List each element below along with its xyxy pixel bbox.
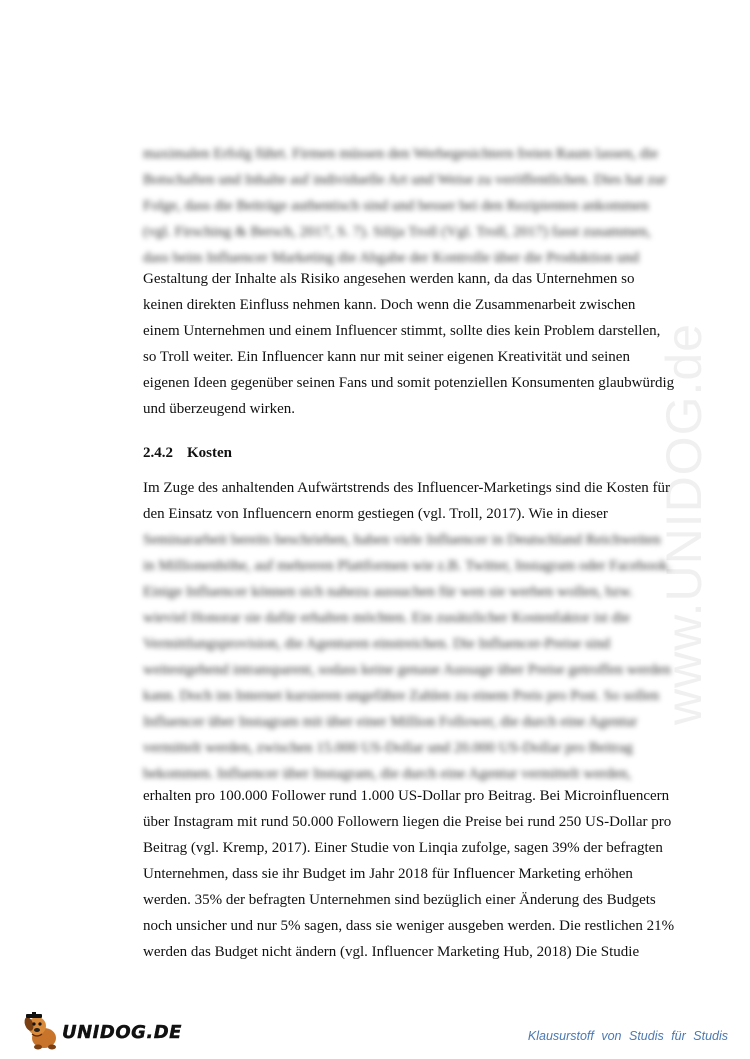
text-line: keinen direkten Einfluss nehmen kann. Doch wenn die Zusammenarbeit zwischen xyxy=(143,297,636,313)
section-number: 2.4.2 xyxy=(143,445,173,461)
text-line: dass beim Influencer Marketing die Abgabe der Kontrolle über die Produktion und xyxy=(143,250,640,266)
text-line: wieviel Honorar sie dafür erhalten möchten. Ein zusätzlicher Kostenfaktor ist die xyxy=(143,610,630,626)
brand-text: UNIDOG.DE xyxy=(62,1022,182,1043)
text-line: so Troll weiter. Ein Influencer kann nur mit seiner eigenen Kreativität und seinen xyxy=(143,349,630,365)
text-line: Gestaltung der Inhalte als Risiko angesehen werden kann, da das Unternehmen so xyxy=(143,271,635,287)
text-line: eigenen Ideen gegenüber seinen Fans und somit potenziellen Konsumenten glaubwürdig xyxy=(143,375,675,391)
text-line: Vermittlungsprovision, die Agenturen einstreichen. Die Influencer-Preise sind xyxy=(143,636,611,652)
text-line: erhalten pro 100.000 Follower rund 1.000 US-Dollar pro Beitrag. Bei Microinfluencern xyxy=(143,788,670,804)
text-line: Einige Influencer können sich nahezu aussuchen für wen sie werben wollen, bzw. xyxy=(143,584,634,600)
text-line: Unternehmen, dass sie ihr Budget im Jahr 2018 für Influencer Marketing erhöhen xyxy=(143,866,633,882)
watermark-text: www.UNIDOG.de xyxy=(656,323,712,725)
text-line: werden das Budget nicht ändern (vgl. Influencer Marketing Hub, 2018) Die Studie xyxy=(143,944,640,960)
text-line: in Millionenhöhe, auf mehreren Plattformen wie z.B. Twitter, Instagram oder Facebook. xyxy=(143,558,672,574)
text-line: und überzeugend wirken. xyxy=(143,401,296,417)
blurred-paragraph-top xyxy=(143,141,683,271)
section-heading xyxy=(143,443,232,463)
text-line: vermittelt werden, zwischen 15.000 US-Dollar und 20.000 US-Dollar pro Beitrag xyxy=(143,740,633,756)
text-line: über Instagram mit rund 50.000 Followern liegen die Preise bei rund 250 US-Dollar pro xyxy=(143,814,672,830)
text-line: Botschaften und Inhalte auf individuelle Art und Weise zu veröffentlichen. Dies hat zur xyxy=(143,172,667,188)
footer-tagline: Klausurstoff von Studis für Studis xyxy=(527,1029,728,1043)
dog-mascot-icon xyxy=(20,1012,64,1052)
paragraph-costs-figures xyxy=(143,783,683,965)
paragraph-risk xyxy=(143,266,683,422)
blurred-paragraph-middle xyxy=(143,527,683,787)
text-line: Im Zuge des anhaltenden Aufwärtstrends des Influencer-Marketings sind die Kosten für xyxy=(143,480,671,496)
text-line: maximalen Erfolg führt. Firmen müssen den Werbegesichtern freien Raum lassen, die xyxy=(143,146,659,162)
text-line: (vgl. Firsching & Bersch, 2017, S. 7). Silija Troll (Vgl. Troll, 2017) fasst zusammen, xyxy=(143,224,651,240)
text-line: Seminararbeit bereits beschrieben, haben viele Influencer in Deutschland Reichweiten xyxy=(143,532,661,548)
text-line: Beitrag (vgl. Kremp, 2017). Einer Studie von Linqia zufolge, sagen 39% der befragten xyxy=(143,840,663,856)
text-line: den Einsatz von Influencern enorm gestiegen (vgl. Troll, 2017). Wie in dieser xyxy=(143,506,608,522)
text-line: bekommen. Influencer über Instagram, die durch eine Agentur vermittelt werden, xyxy=(143,766,632,782)
text-line: Folge, dass die Beiträge authentisch sind und besser bei den Rezipienten ankommen xyxy=(143,198,649,214)
text-line: weitestgehend intransparent, sodass keine genaue Aussage über Preise getroffen werden xyxy=(143,662,671,678)
text-line: kann. Doch im Internet kursieren ungefähre Zahlen zu einem Preis pro Post. So sollen xyxy=(143,688,660,704)
section-title: Kosten xyxy=(187,445,232,461)
text-line: einem Unternehmen und einem Influencer stimmt, sollte dies kein Problem darstellen, xyxy=(143,323,661,339)
unidog-logo xyxy=(20,1012,182,1052)
text-line: noch unsicher und nur 5% sagen, dass sie weniger ausgeben werden. Die restlichen 21% xyxy=(143,918,675,934)
text-line: werden. 35% der befragten Unternehmen sind bezüglich einer Änderung des Budgets xyxy=(143,892,656,908)
text-line: Influencer über Instagram mit über einer Million Follower, die durch eine Agentur xyxy=(143,714,638,730)
paragraph-costs-intro xyxy=(143,475,683,527)
